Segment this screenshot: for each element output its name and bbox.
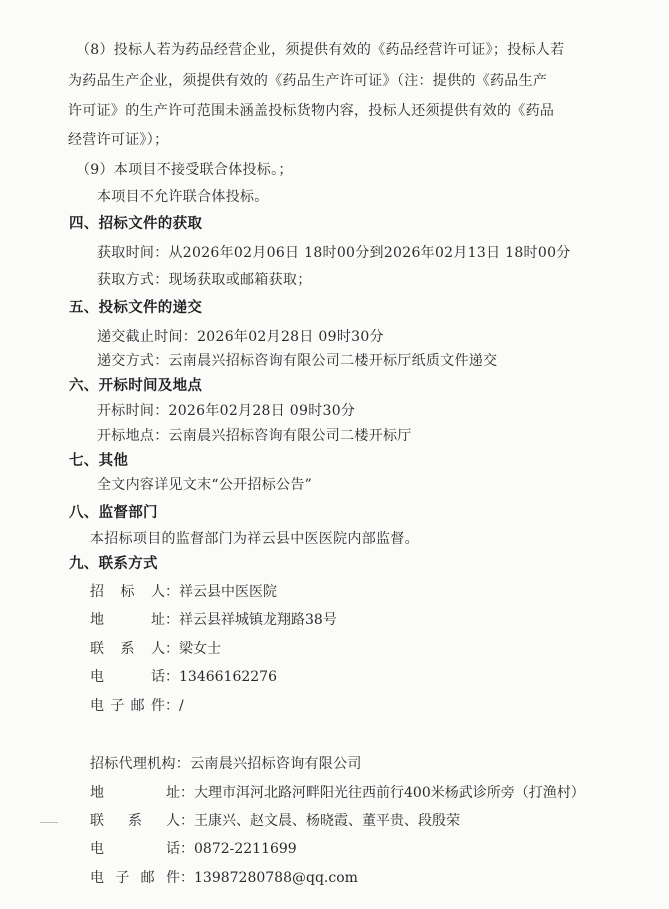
tenderer-email-row: 电子邮件：/ (90, 698, 184, 714)
clause-8-line4: 经营许可证》）； (68, 132, 169, 148)
agency-contact: 王康兴、赵文晨、杨晓霞、董平贵、段殷荣 (194, 813, 460, 829)
tenderer-contact: 梁女士 (179, 641, 221, 657)
opening-time: 开标时间：2026年02月28日 09时30分 (97, 403, 356, 419)
clause-9: （9）本项目不接受联合体投标。； (76, 162, 293, 178)
consortium-note: 本项目不允许联合体投标。 (97, 189, 269, 205)
agency-phone: 0872-2211699 (194, 841, 297, 857)
section-6-heading: 六、开标时间及地点 (69, 378, 203, 394)
tenderer-name-row: 招标人：祥云县中医医院 (90, 584, 277, 600)
agency-address-row: 地址：大理市洱河北路河畔阳光往西前行400米杨武诊所旁（打渔村） (90, 785, 585, 801)
agency-email-row: 电子邮件：13987280788@qq.com (90, 870, 358, 886)
submission-deadline: 递交截止时间：2026年02月28日 09时30分 (97, 329, 384, 345)
agency-title: 招标代理机构：云南晨兴招标咨询有限公司 (90, 756, 362, 772)
agency-contact-row: 联系人：王康兴、赵文晨、杨晓霞、董平贵、段殷荣 (90, 813, 460, 829)
acquisition-time: 获取时间：从2026年02月06日 18时00分到2026年02月13日 18时00分 (97, 245, 571, 261)
clause-8-line3: 许可证》的生产许可范围未涵盖投标货物内容，投标人还须提供有效的《药品 (68, 103, 555, 119)
section-5-heading: 五、投标文件的递交 (69, 300, 203, 316)
agency-address: 大理市洱河北路河畔阳光往西前行400米杨武诊所旁（打渔村） (194, 785, 585, 801)
agency-email: 13987280788@qq.com (194, 870, 358, 886)
tenderer-contact-row: 联系人：梁女士 (90, 641, 221, 657)
tenderer-name-label: 招标人 (90, 584, 165, 600)
section-4-heading: 四、招标文件的获取 (69, 216, 203, 232)
tenderer-contact-label: 联系人 (90, 641, 165, 657)
tenderer-name: 祥云县中医医院 (179, 584, 277, 600)
tenderer-phone-row: 电话：13466162276 (90, 669, 277, 685)
tenderer-address: 祥云县祥城镇龙翔路38号 (179, 612, 337, 628)
tenderer-phone: 13466162276 (179, 669, 277, 685)
submission-method: 递交方式：云南晨兴招标咨询有限公司二楼开标厅纸质文件递交 (97, 353, 498, 369)
agency-contact-label: 联系人 (90, 813, 180, 829)
tenderer-address-row: 地址：祥云县祥城镇龙翔路38号 (90, 612, 337, 628)
agency-email-label: 电子邮件 (90, 870, 180, 886)
clause-8-line2: 为药品生产企业，须提供有效的《药品生产许可证》（注：提供的《药品生产 (68, 73, 548, 89)
agency-address-label: 地址 (90, 785, 180, 801)
section-9-heading: 九、联系方式 (69, 556, 158, 572)
other-text: 全文内容详见文末“公开招标公告” (97, 477, 313, 493)
opening-place: 开标地点：云南晨兴招标咨询有限公司二楼开标厅 (97, 428, 412, 444)
tenderer-address-label: 地址 (90, 612, 165, 628)
scan-mark (40, 822, 58, 823)
agency-phone-row: 电话：0872-2211699 (90, 841, 297, 857)
section-8-heading: 八、监督部门 (69, 505, 158, 521)
tenderer-email-label: 电子邮件 (90, 698, 165, 714)
supervision-text: 本招标项目的监督部门为祥云县中医医院内部监督。 (90, 531, 419, 547)
clause-8-line1: （8）投标人若为药品经营企业，须提供有效的《药品经营许可证》；投标人若 (76, 42, 565, 58)
tenderer-phone-label: 电话 (90, 669, 165, 685)
section-7-heading: 七、其他 (69, 453, 129, 469)
tenderer-email: / (179, 698, 184, 714)
acquisition-method: 获取方式：现场获取或邮箱获取； (97, 272, 312, 288)
agency-phone-label: 电话 (90, 841, 180, 857)
